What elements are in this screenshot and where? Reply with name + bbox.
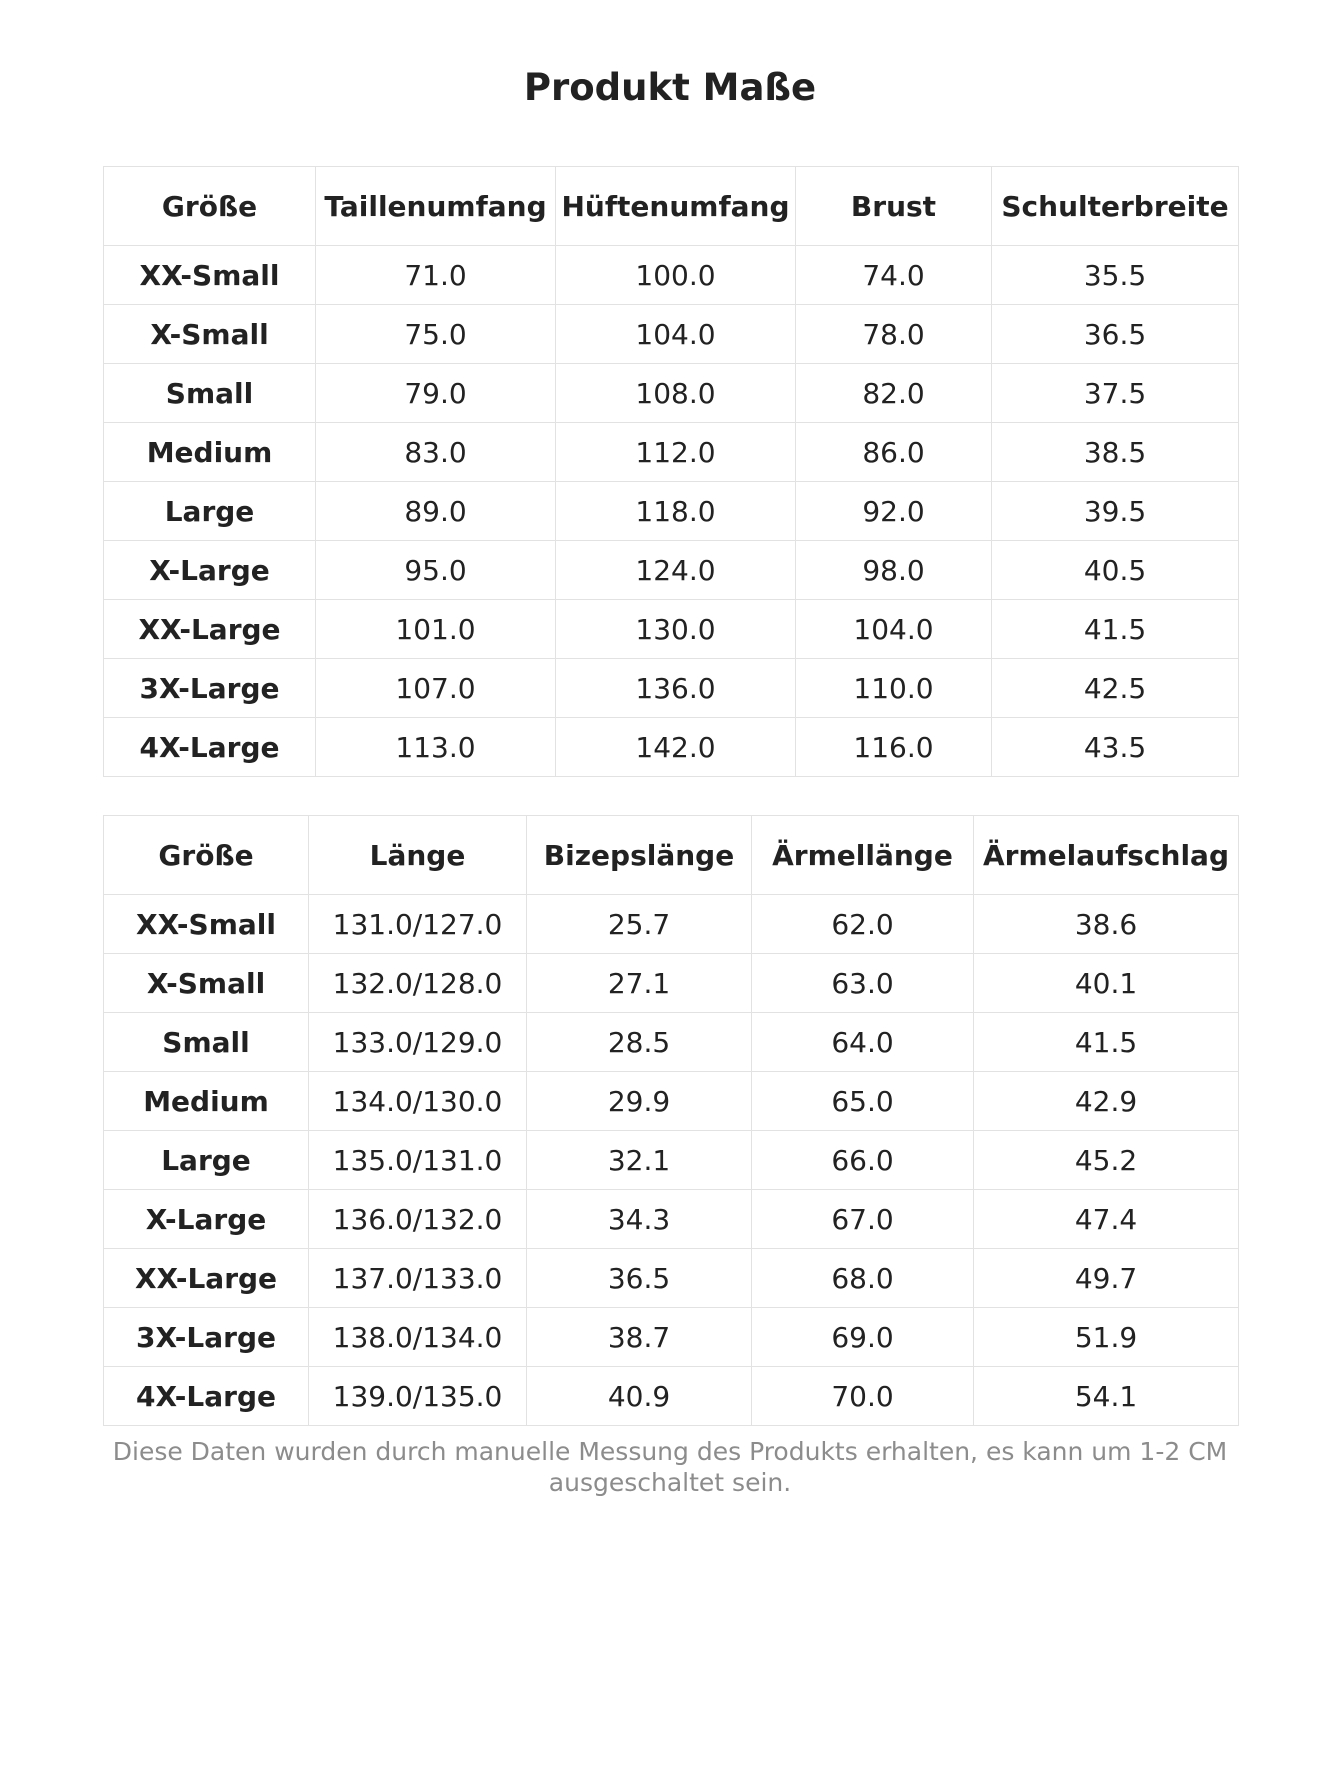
size-label-cell: Medium [104,1072,309,1131]
column-header-length: Länge [309,816,527,895]
size-label-cell: XX-Small [104,895,309,954]
table-row [104,1367,1239,1426]
measurement-cell: 136.0/132.0 [309,1190,527,1249]
measurement-cell: 35.5 [992,246,1239,305]
page-title: Produkt Maße [523,66,817,109]
measurement-cell: 36.5 [992,305,1239,364]
measurement-cell: 41.5 [992,600,1239,659]
measurement-cell: 92.0 [796,482,992,541]
measurement-cell: 113.0 [316,718,556,777]
table-row [104,541,1239,600]
table-row [104,954,1239,1013]
measurement-cell: 134.0/130.0 [309,1072,527,1131]
size-label-cell: XX-Large [104,1249,309,1308]
table-row [104,423,1239,482]
size-label-cell: Large [104,1131,309,1190]
measurement-cell: 74.0 [796,246,992,305]
measurement-cell: 29.9 [527,1072,752,1131]
table-header-row [104,816,1239,895]
measurement-cell: 118.0 [556,482,796,541]
measurement-cell: 38.7 [527,1308,752,1367]
measurement-cell: 75.0 [316,305,556,364]
measurement-cell: 108.0 [556,364,796,423]
measurement-cell: 67.0 [752,1190,974,1249]
measurement-cell: 78.0 [796,305,992,364]
measurement-cell: 43.5 [992,718,1239,777]
measurement-cell: 40.1 [974,954,1239,1013]
measurement-disclaimer: Diese Daten wurden durch manuelle Messung des Produkts erhalten, es kann um 1-2 CM ausgeschaltet sein. [112,1437,1228,1497]
measurement-cell: 25.7 [527,895,752,954]
size-label-cell: Small [104,1013,309,1072]
measurement-cell: 110.0 [796,659,992,718]
column-header-size: Größe [104,816,309,895]
measurement-cell: 37.5 [992,364,1239,423]
measurement-cell: 36.5 [527,1249,752,1308]
size-label-cell: XX-Large [104,600,316,659]
table-row [104,1013,1239,1072]
measurement-cell: 38.6 [974,895,1239,954]
measurement-cell: 142.0 [556,718,796,777]
size-label-cell: XX-Small [104,246,316,305]
measurement-cell: 95.0 [316,541,556,600]
column-header-waist: Taillenumfang [316,167,556,246]
measurement-cell: 83.0 [316,423,556,482]
table-row [104,305,1239,364]
table-row [104,1131,1239,1190]
measurement-cell: 28.5 [527,1013,752,1072]
measurement-cell: 131.0/127.0 [309,895,527,954]
column-header-shoulder: Schulterbreite [992,167,1239,246]
measurement-cell: 100.0 [556,246,796,305]
measurement-cell: 136.0 [556,659,796,718]
column-header-hip: Hüftenumfang [556,167,796,246]
measurement-cell: 38.5 [992,423,1239,482]
table-row [104,659,1239,718]
measurement-cell: 112.0 [556,423,796,482]
measurement-cell: 69.0 [752,1308,974,1367]
column-header-size: Größe [104,167,316,246]
size-table-length-measurements [103,815,1239,1426]
measurement-cell: 104.0 [556,305,796,364]
measurement-cell: 42.5 [992,659,1239,718]
column-header-cuff: Ärmelaufschlag [974,816,1239,895]
measurement-cell: 64.0 [752,1013,974,1072]
measurement-cell: 89.0 [316,482,556,541]
size-label-cell: Small [104,364,316,423]
measurement-cell: 71.0 [316,246,556,305]
measurement-cell: 54.1 [974,1367,1239,1426]
table-row [104,895,1239,954]
measurement-cell: 138.0/134.0 [309,1308,527,1367]
measurement-cell: 66.0 [752,1131,974,1190]
size-table-body-measurements [103,166,1239,777]
table-row [104,1249,1239,1308]
measurement-cell: 47.4 [974,1190,1239,1249]
table-row [104,1308,1239,1367]
measurement-cell: 107.0 [316,659,556,718]
measurement-cell: 101.0 [316,600,556,659]
measurement-cell: 39.5 [992,482,1239,541]
measurement-cell: 41.5 [974,1013,1239,1072]
measurement-cell: 68.0 [752,1249,974,1308]
column-header-sleeve-length: Ärmellänge [752,816,974,895]
size-label-cell: 4X-Large [104,718,316,777]
measurement-cell: 32.1 [527,1131,752,1190]
measurement-cell: 51.9 [974,1308,1239,1367]
table-header-row [104,167,1239,246]
size-label-cell: 4X-Large [104,1367,309,1426]
measurement-cell: 70.0 [752,1367,974,1426]
column-header-bicep: Bizepslänge [527,816,752,895]
size-label-cell: Medium [104,423,316,482]
table-row [104,482,1239,541]
size-label-cell: X-Small [104,954,309,1013]
measurement-cell: 130.0 [556,600,796,659]
table-row [104,1072,1239,1131]
measurement-cell: 40.5 [992,541,1239,600]
column-header-chest: Brust [796,167,992,246]
table-row [104,718,1239,777]
table-row [104,364,1239,423]
measurement-cell: 45.2 [974,1131,1239,1190]
measurement-cell: 40.9 [527,1367,752,1426]
measurement-cell: 104.0 [796,600,992,659]
measurement-cell: 135.0/131.0 [309,1131,527,1190]
measurement-cell: 133.0/129.0 [309,1013,527,1072]
measurement-cell: 63.0 [752,954,974,1013]
size-label-cell: X-Large [104,1190,309,1249]
measurement-cell: 124.0 [556,541,796,600]
measurement-cell: 86.0 [796,423,992,482]
table-row [104,600,1239,659]
size-label-cell: X-Small [104,305,316,364]
table-row [104,246,1239,305]
size-label-cell: 3X-Large [104,1308,309,1367]
measurement-cell: 139.0/135.0 [309,1367,527,1426]
measurement-cell: 137.0/133.0 [309,1249,527,1308]
table-row [104,1190,1239,1249]
measurement-cell: 79.0 [316,364,556,423]
measurement-cell: 34.3 [527,1190,752,1249]
measurement-cell: 132.0/128.0 [309,954,527,1013]
size-label-cell: 3X-Large [104,659,316,718]
size-label-cell: X-Large [104,541,316,600]
measurement-cell: 116.0 [796,718,992,777]
measurement-cell: 27.1 [527,954,752,1013]
measurement-cell: 42.9 [974,1072,1239,1131]
measurement-cell: 98.0 [796,541,992,600]
size-label-cell: Large [104,482,316,541]
measurement-cell: 62.0 [752,895,974,954]
measurement-cell: 49.7 [974,1249,1239,1308]
measurement-cell: 65.0 [752,1072,974,1131]
measurement-cell: 82.0 [796,364,992,423]
